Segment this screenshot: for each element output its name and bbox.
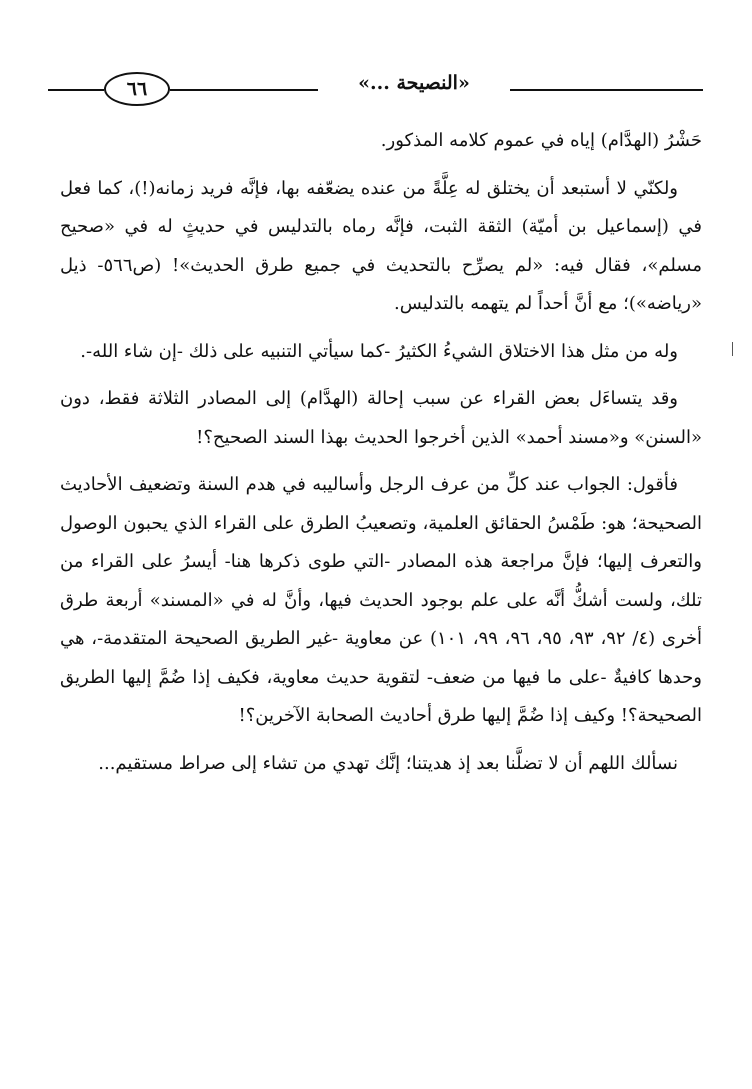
page-header [48,70,703,110]
running-title: «النصيحة ...» [358,72,470,94]
header-rule-middle [170,89,318,91]
paragraph: وقد يتساءَل بعض القراء عن سبب إحالة (الهدَّام) إلى المصادر الثلاثة فقط، دون «السنن» و«مسند أحمد» الذين أخرجوا الحديث بهذا السند الصحيح؟! [60,388,702,448]
paragraph: نسألك اللهم أن لا تضلَّنا بعد إذ هديتنا؛ إنَّك تهدي من تشاء إلى صراط مستقيم... [98,752,678,774]
margin-mark [732,342,733,356]
paragraph: فأقول: الجواب عند كلِّ من عرف الرجل وأساليبه في هدم السنة وتضعيف الأحاديث الصحيحة؛ هو: طَمْسُ الحقائق العلمية، وتصعيبُ الطرق على القراء الذي يحبون الوصول والتعرف إليها؛ فإنَّ مراجعة هذه المصادر -التي طوى ذكرها هنا- أيسرُ على القراء من تلك، ولست أشكُّ أنَّه على علم بوجود الحديث فيها، وأنَّ له في «المسند» أربعة طرق أخرى (٤/ ٩٢، ٩٣، ٩٥، ٩٦، ٩٩، ١٠١) عن معاوية -غير الطريق الصحيحة المتقدمة-، هي وحدها كافيةٌ -على ما فيها من ضعف- لتقوية حديث معاوية، فكيف إذا ضُمَّ إليها الطريق الصحيحة؟! وكيف إذا ضُمَّ إليها طرق أحاديث الصحابة الآخرين؟! [60,474,703,726]
paragraph: وله من مثل هذا الاختلاق الشيءُ الكثيرُ -كما سيأتي التنبيه على ذلك -إن شاء الله-. [80,340,678,362]
page-body [60,122,702,792]
page-number: ٦٦ [104,72,170,106]
paragraph: ولكنّي لا أستبعد أن يختلق له عِلَّةً من عنده يضعّفه بها، فإنَّه فريد زمانه(!)، كما فعل في (إسماعيل بن أميّة) الثقة الثبت، فإنَّه رماه بالتدليس في حديثٍ له في «صحيح مسلم»، فقال فيه: «لم يصرِّح بالتحديث في جميع طرق الحديث»! (ص٥٦٦- ذيل «رياضه»)؛ مع أنَّ أحداً لم يتهمه بالتدليس. [60,177,702,314]
paragraph-continuation: حَشْرُ (الهدَّام) إياه في عموم كلامه المذكور. [380,130,702,151]
header-rule-right [510,89,703,91]
header-rule-left [48,89,104,91]
